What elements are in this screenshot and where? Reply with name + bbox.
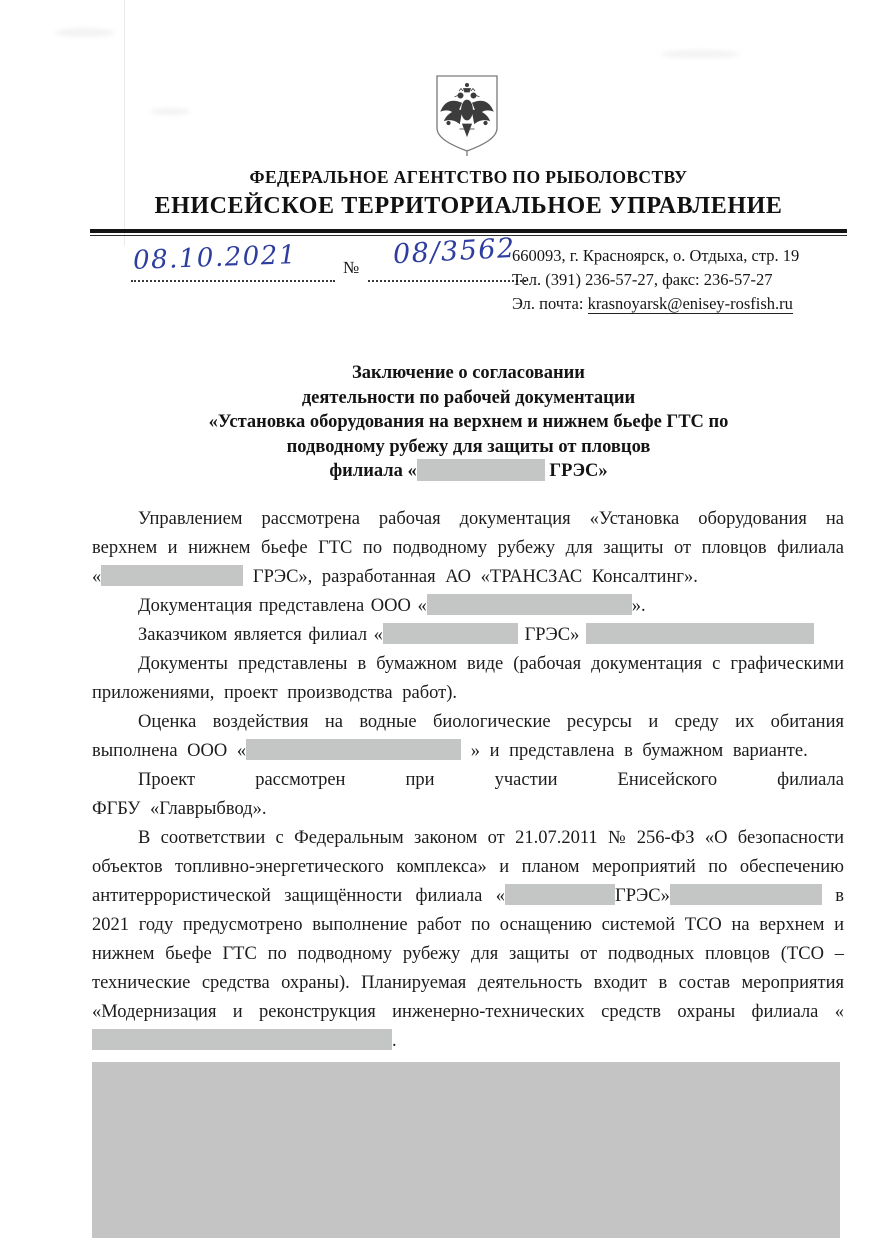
address-line: 660093, г. Красноярск, о. Отдыха, стр. 19 bbox=[512, 246, 800, 265]
paragraph-7 bbox=[92, 824, 844, 1056]
title-line-4: подводному рубежу для защиты от пловцов bbox=[286, 436, 651, 457]
redaction-box bbox=[586, 623, 814, 644]
paragraph-5-text: » и представлена в бумажном варианте. bbox=[461, 741, 808, 761]
redaction-box bbox=[92, 1029, 392, 1050]
paragraph-3-text: ГРЭС» bbox=[517, 625, 586, 645]
email-address: krasnoyarsk@enisey-rosfish.ru bbox=[587, 294, 793, 313]
number-dotted-line bbox=[368, 280, 526, 282]
paragraph-7-text: ГРЭС» bbox=[615, 886, 670, 906]
paragraph-1-text: Управлением рассмотрена рабочая документация «Установка оборудования на верхнем и нижнем бьефе ГТС по подводному рубежу для защиты от пловцов филиала « bbox=[92, 509, 844, 587]
paragraph-6-line-2: ФГБУ «Главрыбвод». bbox=[92, 799, 267, 819]
redaction-block-large bbox=[92, 1062, 840, 1238]
paragraph-3-text: Заказчиком является филиал « bbox=[138, 625, 383, 645]
document-title bbox=[90, 361, 847, 484]
paragraph-6-line-1: Проект рассмотрен при участии Енисейского филиала bbox=[138, 770, 844, 790]
redaction-box bbox=[670, 884, 822, 905]
redaction-box bbox=[505, 884, 615, 905]
title-line-5 bbox=[90, 459, 847, 484]
coat-of-arms-icon bbox=[432, 74, 502, 165]
paragraph-7-text: в 2021 году предусмотрено выполнение работ по оснащению системой ТСО на верхнем и нижнем бьефе ГТС по подводному рубежу для защиты от подводных пловцов (ТСО – технические средства охраны). Планируемая деятельность входит в состав мероприятия «Модернизация и реконструкция инженерно-технических средств охраны филиала « bbox=[92, 886, 844, 1022]
scan-artifact bbox=[150, 108, 190, 115]
paragraph-5 bbox=[92, 708, 844, 766]
department-name: ЕНИСЕЙСКОЕ ТЕРРИТОРИАЛЬНОЕ УПРАВЛЕНИЕ bbox=[154, 193, 783, 219]
email-label: Эл. почта: bbox=[512, 294, 588, 313]
email-line bbox=[512, 292, 799, 316]
paragraph-2-text: ». bbox=[631, 596, 646, 616]
address-block bbox=[512, 244, 799, 316]
paragraph-6 bbox=[92, 766, 844, 824]
title-line-3: «Установка оборудования на верхнем и нижнем бьефе ГТС по bbox=[208, 412, 729, 432]
scan-artifact bbox=[55, 28, 115, 37]
paragraph-5-text: Оценка воздействия на водные биологические ресурсы и среду их обитания выполнена ООО « bbox=[92, 712, 844, 761]
paragraph-7-text: . bbox=[392, 1031, 397, 1051]
paragraph-7-text: В соответствии с Федеральным законом от 21.07.2011 № 256-ФЗ «О безопасности объектов топливно-энергетического комплекса» и планом мероприятий по обеспечению антитеррористической защищённости филиала « bbox=[92, 828, 844, 906]
scan-artifact bbox=[660, 50, 740, 58]
title-line-5-prefix: филиала « bbox=[329, 461, 417, 481]
redaction-box bbox=[101, 565, 243, 586]
agency-name: ФЕДЕРАЛЬНОЕ АГЕНТСТВО ПО РЫБОЛОВСТВУ bbox=[249, 167, 688, 187]
paragraph-3 bbox=[92, 621, 844, 650]
number-handwritten: 08/3562 bbox=[392, 232, 517, 271]
number-sign: № bbox=[343, 258, 360, 277]
redaction-box bbox=[427, 594, 632, 615]
redaction-box bbox=[246, 739, 461, 760]
paragraph-2 bbox=[92, 592, 844, 621]
title-line-5-suffix: ГРЭС» bbox=[544, 461, 608, 481]
phone-line: Тел. (391) 236-57-27, факс: 236-57-27 bbox=[512, 270, 773, 289]
paragraph-4: Документы представлены в бумажном виде (рабочая документация с графическими приложениями, проект производства работ). bbox=[92, 654, 844, 703]
redaction-box bbox=[417, 459, 545, 481]
title-line-1: Заключение о согласовании bbox=[352, 363, 585, 383]
paragraph-2-text: Документация представлена ООО « bbox=[138, 596, 427, 616]
date-dotted-line bbox=[131, 280, 335, 282]
document-body bbox=[92, 505, 844, 1056]
paragraph-1-text: ГРЭС», разработанная АО «ТРАНСЗАС Консалтинг». bbox=[243, 567, 698, 587]
title-line-2: деятельности по рабочей документации bbox=[301, 387, 636, 408]
date-handwritten: 08.10.2021 bbox=[132, 240, 298, 276]
redaction-box bbox=[383, 623, 518, 644]
paragraph-1 bbox=[92, 505, 844, 592]
